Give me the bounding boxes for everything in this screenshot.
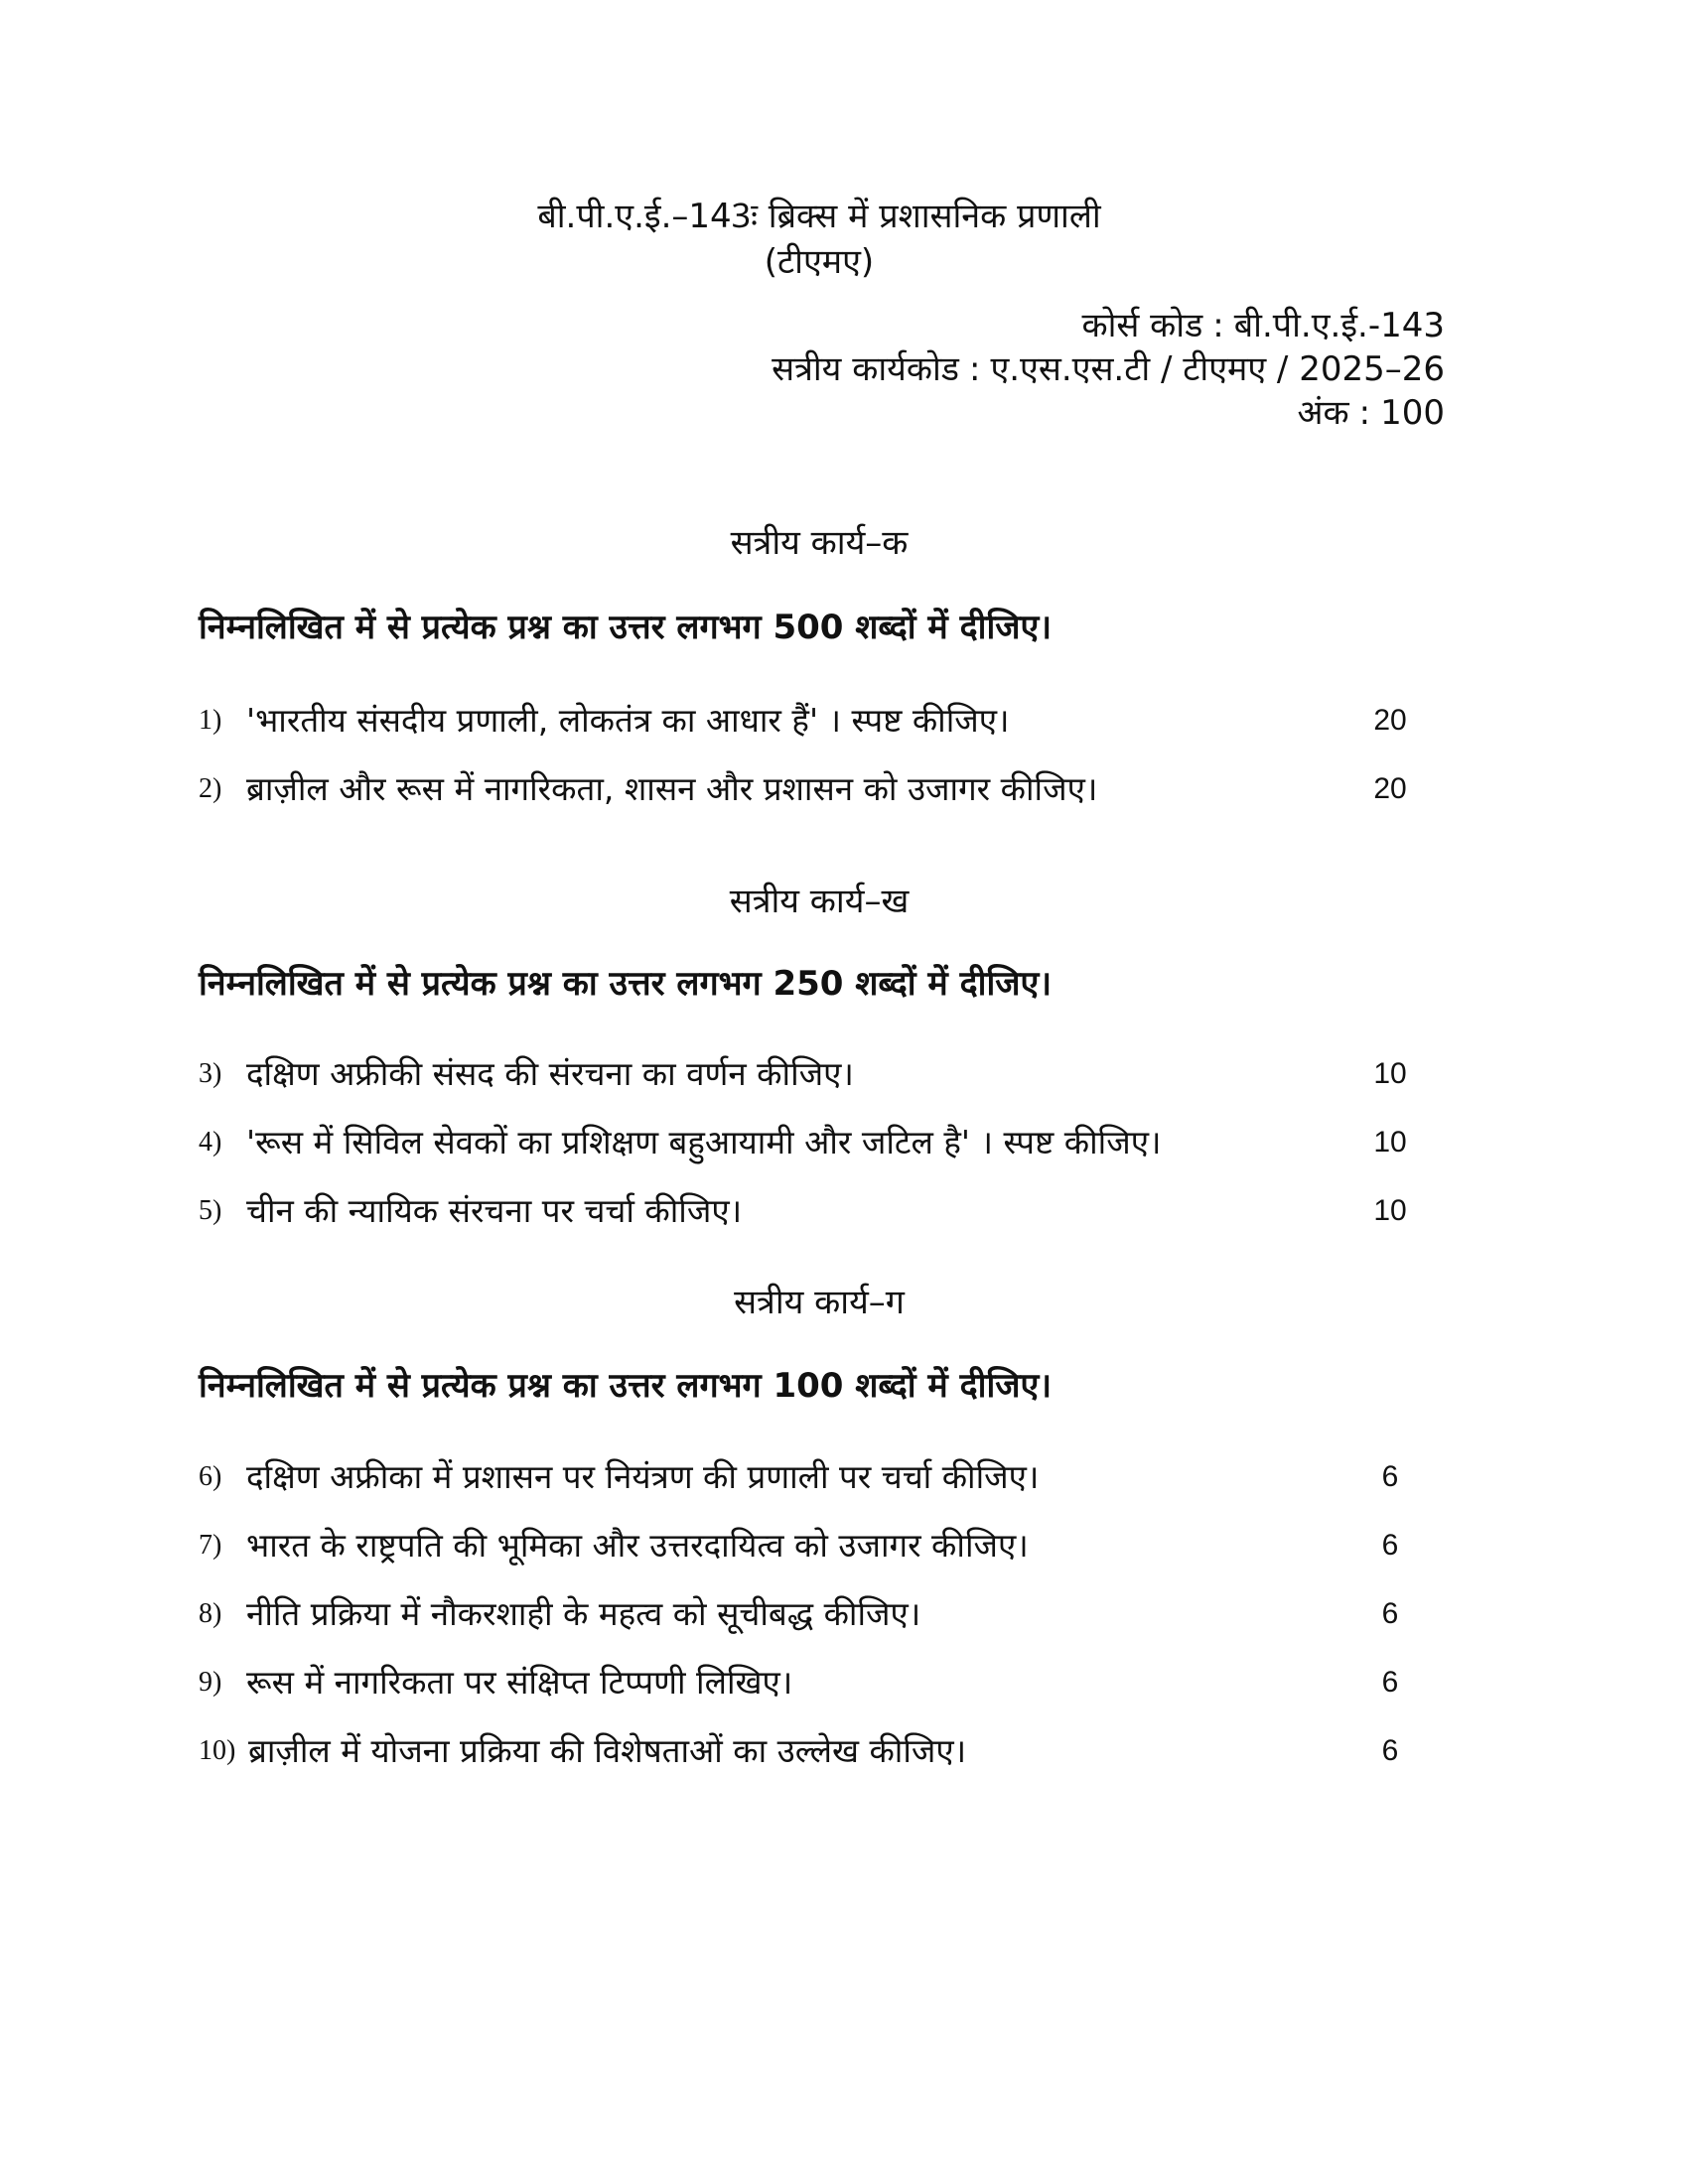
course-code-separator: : <box>1212 306 1224 345</box>
document-subtitle: (टीएमए) <box>764 242 875 282</box>
question-marks: 10 <box>1373 1057 1407 1090</box>
question-text: रूस में नागरिकता पर संक्षिप्त टिप्पणी लिखिए। <box>246 1663 793 1702</box>
section-a-heading: सत्रीय कार्य–क <box>730 523 909 563</box>
question-marks: 10 <box>1373 1126 1407 1159</box>
question-marks: 6 <box>1381 1597 1399 1630</box>
question-row <box>199 698 1430 744</box>
question-text: ब्राज़ील में योजना प्रक्रिया की विशेषताओं का उल्लेख कीजिए। <box>248 1731 967 1770</box>
marks-line <box>1298 393 1445 434</box>
marks-label: अंक <box>1297 393 1349 433</box>
question-marks: 6 <box>1381 1529 1399 1562</box>
section-b-instruction: निम्नलिखित में से प्रत्येक प्रश्न का उत्तर लगभग 250 शब्दों में दीजिए। <box>199 964 1053 1004</box>
course-code-label: कोर्स कोड <box>1081 306 1203 345</box>
question-text: नीति प्रक्रिया में नौकरशाही के महत्व को सूचीबद्ध कीजिए। <box>246 1594 921 1633</box>
course-code-value: बी.पी.ए.ई.-143 <box>1233 306 1445 345</box>
question-row <box>199 1523 1430 1569</box>
question-number: 2) <box>199 773 222 804</box>
assignment-code-label: सत्रीय कार्यकोड <box>772 349 959 389</box>
question-number: 7) <box>199 1530 222 1561</box>
question-text: दक्षिण अफ्रीकी संसद की संरचना का वर्णन कीजिए। <box>246 1054 854 1093</box>
assignment-code-value: ए.एस.एस.टी / टीएमए / 2025–26 <box>990 349 1445 389</box>
marks-separator: : <box>1358 393 1371 433</box>
question-number: 5) <box>199 1195 222 1226</box>
question-number: 4) <box>199 1127 222 1158</box>
question-number: 1) <box>199 705 222 736</box>
question-marks: 6 <box>1381 1460 1399 1493</box>
question-number: 8) <box>199 1598 222 1629</box>
question-marks: 10 <box>1373 1194 1407 1227</box>
question-row <box>199 1660 1430 1706</box>
course-code-line <box>1081 306 1445 346</box>
question-text: 'रूस में सिविल सेवकों का प्रशिक्षण बहुआयामी और जटिल है' । स्पष्ट कीजिए। <box>246 1123 1162 1161</box>
section-c-instruction: निम्नलिखित में से प्रत्येक प्रश्न का उत्तर लगभग 100 शब्दों में दीजिए। <box>199 1366 1053 1406</box>
assignment-code-line <box>772 349 1445 390</box>
question-number: 6) <box>199 1461 222 1492</box>
section-c-heading: सत्रीय कार्य–ग <box>734 1283 905 1322</box>
document-title: बी.पी.ए.ई.–143ः ब्रिक्स में प्रशासनिक प्रणाली <box>537 197 1101 236</box>
question-marks: 20 <box>1373 772 1407 805</box>
question-row <box>199 766 1430 812</box>
question-marks: 20 <box>1373 704 1407 737</box>
question-text: ब्राज़ील और रूस में नागरिकता, शासन और प्रशासन को उजागर कीजिए। <box>246 769 1098 808</box>
question-number: 10) <box>199 1735 236 1766</box>
question-row <box>199 1591 1430 1637</box>
question-text: दक्षिण अफ्रीका में प्रशासन पर नियंत्रण की प्रणाली पर चर्चा कीजिए। <box>246 1457 1040 1496</box>
question-row <box>199 1188 1430 1234</box>
question-text: चीन की न्यायिक संरचना पर चर्चा कीजिए। <box>246 1191 743 1230</box>
question-row <box>199 1120 1430 1165</box>
question-marks: 6 <box>1381 1666 1399 1699</box>
assignment-code-separator: : <box>968 349 981 389</box>
question-number: 9) <box>199 1667 222 1698</box>
question-text: भारत के राष्ट्रपति की भूमिका और उत्तरदायित्व को उजागर कीजिए। <box>246 1526 1029 1565</box>
question-row <box>199 1728 1430 1774</box>
question-row <box>199 1051 1430 1097</box>
question-text: 'भारतीय संसदीय प्रणाली, लोकतंत्र का आधार हैं' । स्पष्ट कीजिए। <box>246 701 1010 740</box>
question-marks: 6 <box>1381 1734 1399 1767</box>
section-a-instruction: निम्नलिखित में से प्रत्येक प्रश्न का उत्तर लगभग 500 शब्दों में दीजिए। <box>199 608 1053 647</box>
question-row <box>199 1454 1430 1500</box>
question-number: 3) <box>199 1058 222 1089</box>
section-b-heading: सत्रीय कार्य–ख <box>729 882 910 921</box>
marks-value: 100 <box>1380 393 1445 433</box>
